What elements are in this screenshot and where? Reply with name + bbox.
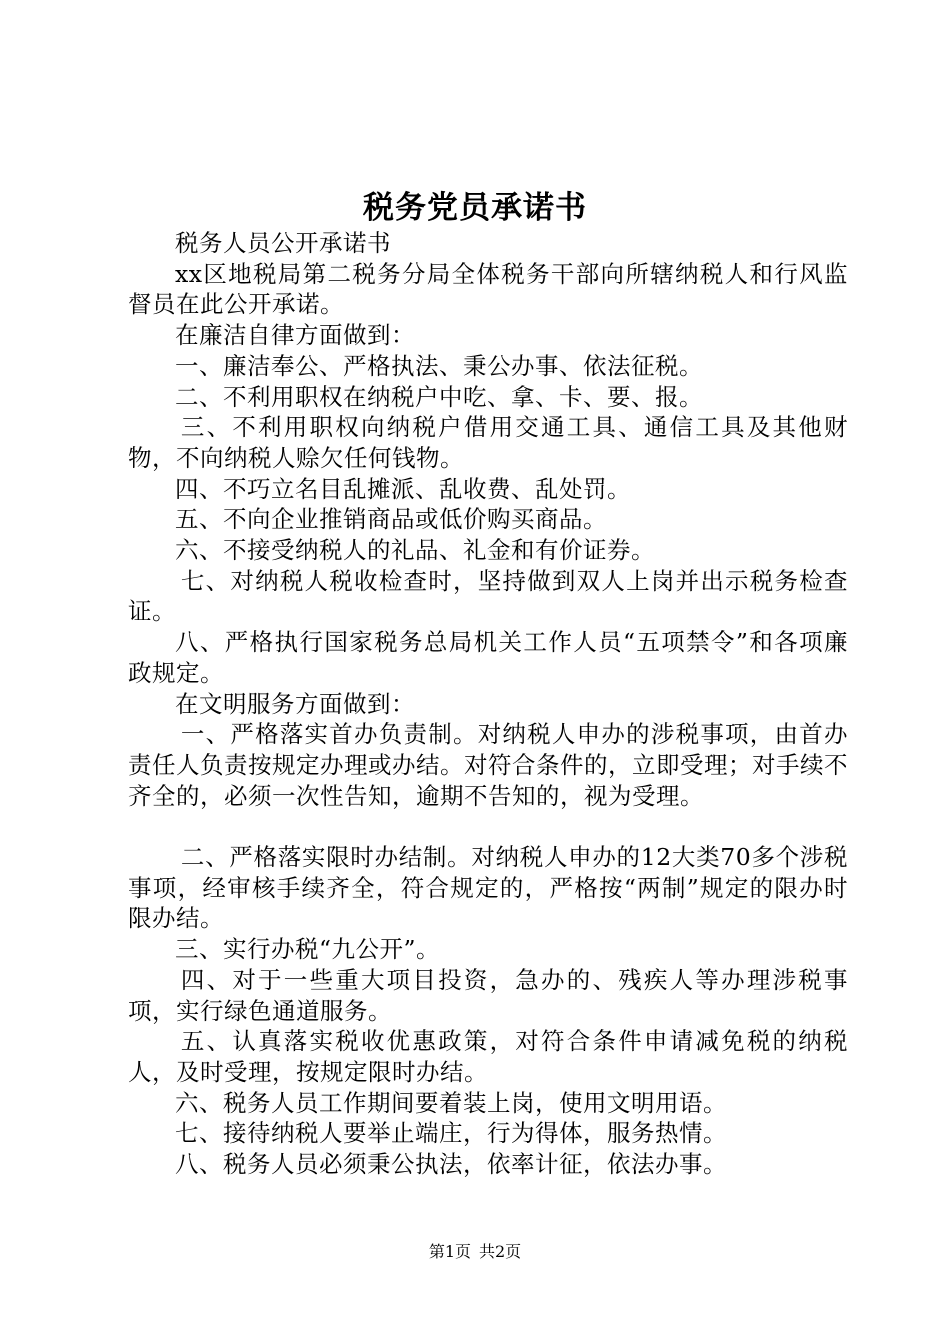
document-title: 税务党员承诺书 — [363, 190, 587, 226]
paragraph: 一、严格落实首办负责制。对纳税人申办的涉税事项，由首办责任人负责按规定办理或办结。对符合条件的，立即受理；对手续不齐全的，必须一次性告知，逾期不告知的，视为受理。 — [128, 720, 848, 810]
paragraph: xx区地税局第二税务分局全体税务干部向所辖纳税人和行风监督员在此公开承诺。 — [128, 259, 848, 319]
paragraph: 七、接待纳税人要举止端庄，行为得体，服务热情。 — [175, 1119, 727, 1148]
page-footer — [0, 1241, 950, 1263]
paragraph: 税务人员公开承诺书 — [175, 229, 391, 257]
paragraph: 六、税务人员工作期间要着装上岗，使用文明用语。 — [175, 1088, 727, 1117]
paragraph: 五、认真落实税收优惠政策，对符合条件申请减免税的纳税人，及时受理，按规定限时办结。 — [128, 1027, 848, 1086]
paragraph: 七、对纳税人税收检查时，坚持做到双人上岗并出示税务检查证。 — [128, 566, 848, 626]
paragraph: 六、不接受纳税人的礼品、礼金和有价证券。 — [175, 536, 655, 565]
paragraph: 三、不利用职权向纳税户借用交通工具、通信工具及其他财物，不向纳税人赊欠任何钱物。 — [128, 413, 848, 472]
paragraph: 一、廉洁奉公、严格执法、秉公办事、依法征税。 — [175, 351, 703, 380]
paragraph: 四、不巧立名目乱摊派、乱收费、乱处罚。 — [175, 474, 631, 503]
paragraph: 四、对于一些重大项目投资，急办的、残疾人等办理涉税事项，实行绿色通道服务。 — [128, 965, 848, 1025]
paragraph: 八、税务人员必须秉公执法，依率计征，依法办事。 — [175, 1150, 727, 1179]
page-total: 共2页 — [479, 1242, 522, 1261]
paragraph: 在廉洁自律方面做到： — [175, 321, 415, 350]
paragraph: 二、严格落实限时办结制。对纳税人申办的12大类70多个涉税事项，经审核手续齐全，符合规定的，严格按“两制”规定的限办时限办结。 — [128, 843, 848, 933]
page-number: 第1页 — [428, 1242, 471, 1261]
paragraph: 三、实行办税“九公开”。 — [175, 935, 441, 964]
paragraph: 八、严格执行国家税务总局机关工作人员“五项禁令”和各项廉政规定。 — [128, 628, 848, 687]
paragraph: 五、不向企业推销商品或低价购买商品。 — [175, 505, 607, 534]
document-body — [128, 228, 848, 1180]
paragraph: 二、不利用职权在纳税户中吃、拿、卡、要、报。 — [175, 382, 703, 411]
paragraph: 在文明服务方面做到： — [175, 689, 415, 718]
